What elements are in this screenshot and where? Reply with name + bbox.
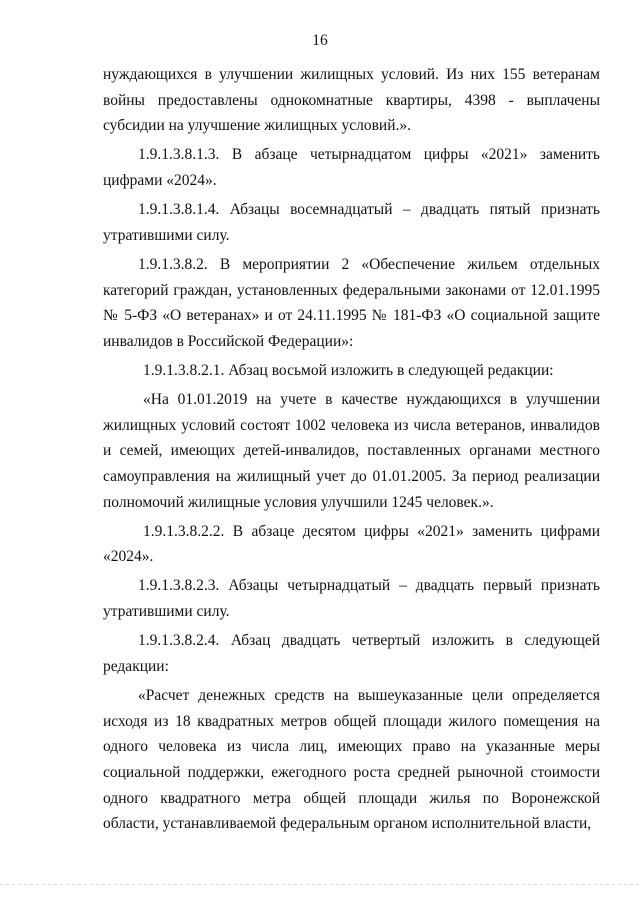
scan-edge-artifact xyxy=(0,884,640,885)
paragraph-item-1-9-1-3-8-2-2: 1.9.1.3.8.2.2. В абзаце десятом цифры «2021» заменить цифрами «2024». xyxy=(103,522,600,566)
paragraph-quoted-edition-1: «На 01.01.2019 на учете в качестве нуждающихся в улучшении жилищных условий состоят 1002 человека из числа ветеранов, инвалидов и семей, имеющих детей-инвалидов, поставленных органами местного самоуправления на жилищный учет до 01.01.2005. За период реализации полномочий жилищные условия улучшили 1245 человек.». xyxy=(103,390,600,511)
paragraph-quoted-edition-2: «Расчет денежных средств на вышеуказанные цели определяется исходя из 18 квадратных метров общей площади жилого помещения на одного человека из числа лиц, имеющих право на указанные меры социальной поддержки, ежегодного роста средней рыночной стоимости одного квадратного метра общей площади жилья по Воронежской области, устанавливаемой федеральным органом исполнительной власти, xyxy=(103,686,600,833)
document-body xyxy=(103,62,600,840)
paragraph-item-1-9-1-3-8-1-4: 1.9.1.3.8.1.4. Абзацы восемнадцатый – двадцать пятый признать утратившими силу. xyxy=(103,201,600,244)
page-number: 16 xyxy=(312,32,328,49)
paragraph-item-1-9-1-3-8-2-4: 1.9.1.3.8.2.4. Абзац двадцать четвертый изложить в следующей редакции: xyxy=(103,632,600,675)
paragraph-item-1-9-1-3-8-2: 1.9.1.3.8.2. В мероприятии 2 «Обеспечение жильем отдельных категорий граждан, установленных федеральными законами от 12.01.1995 № 5-ФЗ «О ветеранах» и от 24.11.1995 № 181-ФЗ «О социальной защите инвалидов в Российской Федерации»: xyxy=(103,255,600,350)
paragraph-item-1-9-1-3-8-2-3: 1.9.1.3.8.2.3. Абзацы четырнадцатый – двадцать первый признать утратившими силу. xyxy=(103,577,600,621)
paragraph-item-1-9-1-3-8-1-3: 1.9.1.3.8.1.3. В абзаце четырнадцатом цифры «2021» заменить цифрами «2024». xyxy=(103,146,600,190)
paragraph-item-1-9-1-3-8-2-1: 1.9.1.3.8.2.1. Абзац восьмой изложить в следующей редакции: xyxy=(143,361,554,379)
paragraph-continuation: нуждающихся в улучшении жилищных условий. Из них 155 ветеранам войны предоставлены однокомнатные квартиры, 4398 - выплачены субсидии на улучшение жилищных условий.». xyxy=(103,66,600,135)
